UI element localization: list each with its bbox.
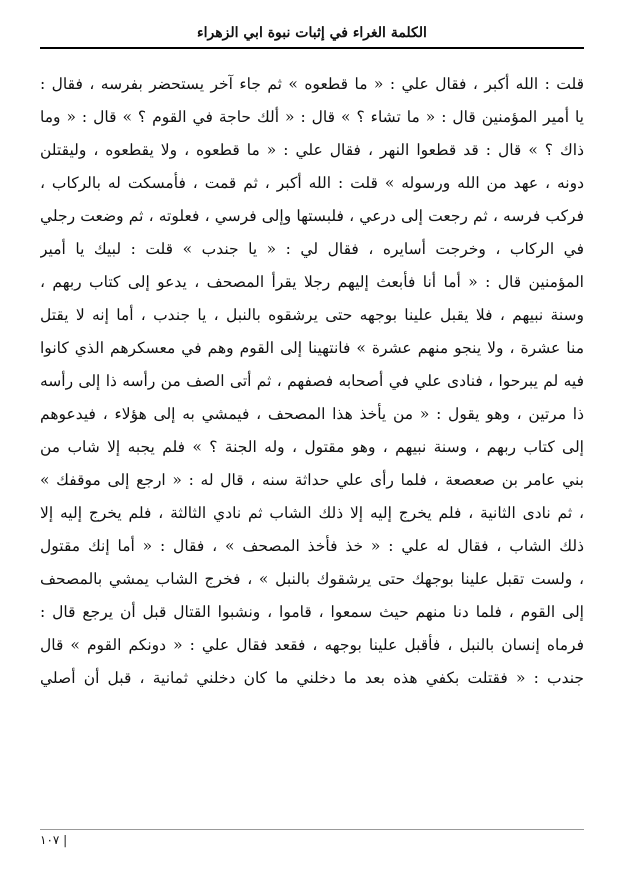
text-line: في الركاب ، وخرجت أسايره ، فقال لي : « يا جندب » قلت : لبيك يا أمير <box>40 240 584 258</box>
text-line: وسنة نبيهم ، فلا يقبل علينا بوجهه حتى يرشقوه بالنبل ، يا جندب ، أما إنه لا يقتل <box>40 306 584 324</box>
page-number: | ١٠٧ <box>40 833 68 847</box>
text-line: المؤمنين قال : « أما أنا فأبعث إليهم رجلا يقرأ المصحف ، يدعو إلى كتاب ربهم ، <box>40 273 584 291</box>
text-line: ذلك الشاب ، فقال له علي : « خذ فأخذ المصحف » ، فقال : « أما إنك مقتول <box>40 537 584 555</box>
text-line: يا أمير المؤمنين قال : « ما تشاء ؟ » قال : « ألك حاجة في القوم ؟ » قال : « وما <box>40 108 584 126</box>
body-text <box>40 68 584 695</box>
text-line: ذا مرتين ، وهو يقول : « من يأخذ هذا المصحف ، فيمشي به إلى هؤلاء ، فيدعوهم <box>40 405 584 423</box>
text-line: إلى القوم ، فلما دنا منهم حيث سمعوا ، قاموا ، ونشبوا القتال قبل أن يرجع قال : <box>40 603 584 621</box>
text-line: فركب فرسه ، ثم رجعت إلى درعي ، فلبستها وإلى فرسي ، فعلوته ، ثم وضعت رجلي <box>40 207 584 225</box>
text-line: فرماه إنسان بالنبل ، فأقبل علينا بوجهه ، فقعد فقال علي : « دونكم القوم » قال <box>40 636 584 654</box>
text-line: دونه ، عهد من الله ورسوله » قلت : الله أكبر ، ثم قمت ، فأمسكت له بالركاب ، <box>40 174 584 192</box>
text-line: إلى كتاب ربهم ، وسنة نبيهم ، وهو مقتول ، وله الجنة ؟ » فلم يجبه إلا شاب من <box>40 438 584 456</box>
header-divider <box>40 47 584 49</box>
text-line: جندب : « فقتلت بكفي هذه بعد ما دخلني ما كان دخلني ثمانية ، قبل أن أصلي <box>40 669 584 687</box>
text-line: ذاك ؟ » قال : قد قطعوا النهر ، فقال علي : « ما قطعوه ، ولا يقطعوه ، وليقتلن <box>40 141 584 159</box>
text-line: ، ولست تقبل علينا بوجهك حتى يرشقوك بالنبل » ، فخرج الشاب يمشي بالمصحف <box>40 570 584 588</box>
text-line: منا عشرة ، ولا ينجو منهم عشرة » فانتهينا إلى القوم وهم في معسكرهم الذي كانوا <box>40 339 584 357</box>
text-line: ، ثم نادى الثانية ، فلم يخرج إليه إلا ذلك الشاب ثم نادي الثالثة ، فلم يخرج إليه إلا <box>40 504 584 522</box>
text-line: بني عامر بن صعصعة ، فلما رأى علي حداثة سنه ، قال له : « ارجع إلى موقفك » <box>40 471 584 489</box>
running-header-title: الكلمة الغراء في إثبات نبوة ابي الزهراء <box>197 25 427 41</box>
footer-divider <box>40 829 584 830</box>
text-line: قلت : الله أكبر ، فقال علي : « ما قطعوه » ثم جاء آخر يستحضر بفرسه ، فقال : <box>40 75 584 93</box>
text-line: فيه لم يبرحوا ، فنادى علي في أصحابه فصفهم ، ثم أتى الصف من رأسه ذا إلى رأسه <box>40 372 584 390</box>
